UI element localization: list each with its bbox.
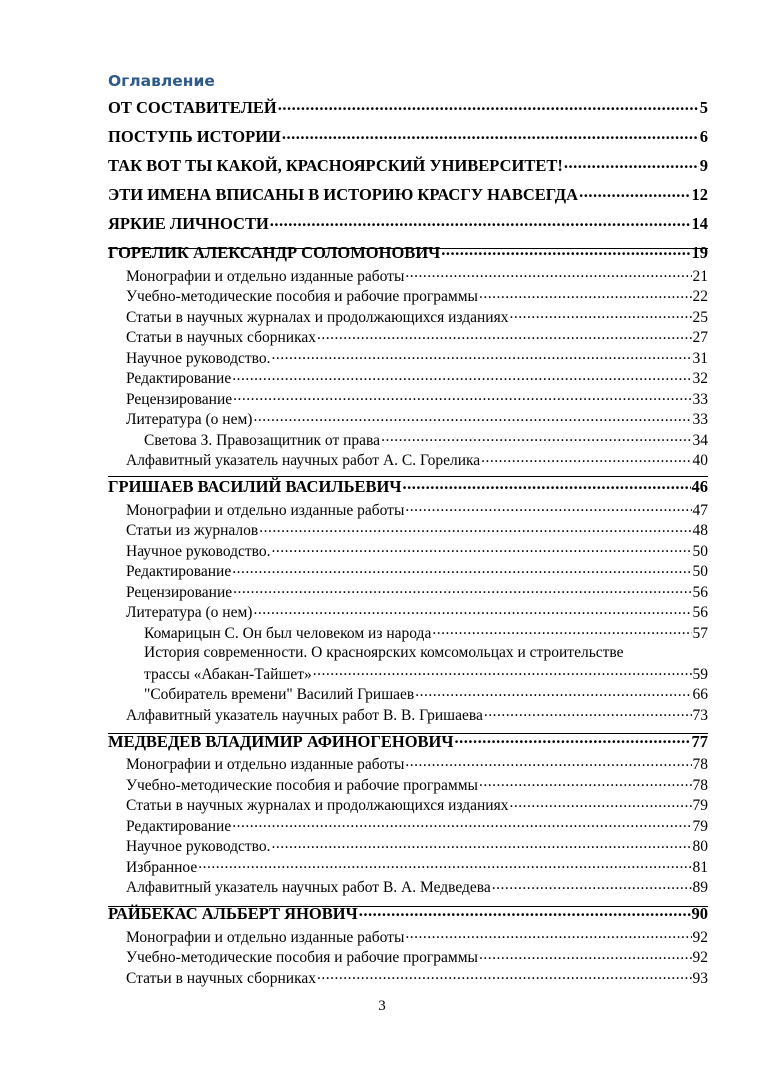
dot-leader [259, 520, 691, 536]
toc-entry[interactable] [108, 450, 708, 471]
toc-entry[interactable] [108, 327, 708, 348]
toc-entry[interactable] [108, 286, 708, 307]
section-divider [108, 248, 708, 249]
toc-entry[interactable] [108, 836, 708, 857]
toc-entry-page: 50 [692, 542, 708, 560]
toc-entry-label: Рецензирование [126, 390, 233, 408]
dot-leader [481, 450, 691, 466]
toc-entry[interactable] [108, 429, 708, 450]
toc-entry[interactable] [108, 409, 708, 430]
dot-leader [253, 602, 691, 618]
toc-entry-page: 12 [691, 185, 708, 204]
toc-entry[interactable] [108, 125, 708, 149]
toc-entry-label: Учебно-методические пособия и рабочие программы [126, 776, 478, 794]
toc-entry-wrapped-line[interactable] [108, 643, 708, 664]
toc-entry-page: 59 [692, 665, 708, 683]
toc-entry-page: 5 [699, 98, 708, 117]
toc-entry-label: Монографии и отдельно изданные работы [126, 928, 405, 946]
toc-entry-label: Редактирование [126, 370, 232, 387]
toc-section-grishaev[interactable] [108, 475, 708, 499]
dot-leader [509, 306, 691, 322]
toc-entry-page: 81 [692, 858, 708, 876]
toc-entry-page: 73 [692, 706, 708, 724]
toc-entry[interactable] [108, 795, 708, 816]
toc-entry[interactable] [108, 967, 708, 988]
toc-entry-label: Литература (о нем) [126, 411, 253, 428]
toc-entry-page: 77 [691, 731, 708, 751]
toc-entry[interactable] [108, 704, 708, 725]
toc-entry-label: Статьи в научных сборниках [126, 969, 317, 987]
toc-entry-label: Алфавитный указатель научных работ В. В. Гришаева [126, 706, 483, 724]
dot-leader [509, 795, 691, 811]
toc-entry-label: ГРИШАЕВ ВАСИЛИЙ ВАСИЛЬЕВИЧ [108, 477, 402, 496]
toc-entry[interactable] [108, 306, 708, 327]
dot-leader [253, 409, 691, 425]
dot-leader [405, 926, 691, 942]
toc-entry-label: Научное руководство. [126, 542, 271, 560]
dot-leader [484, 704, 692, 720]
table-of-contents [108, 96, 708, 988]
toc-entry-label: Научное руководство. [126, 349, 271, 367]
toc-entry-page: 31 [692, 349, 708, 367]
section-divider [108, 906, 708, 907]
dot-leader [317, 967, 691, 983]
dot-leader [432, 622, 691, 638]
toc-entry[interactable] [108, 926, 708, 947]
toc-entry-page: 33 [692, 390, 708, 408]
toc-entry-page: 57 [692, 624, 708, 642]
toc-entry[interactable] [108, 368, 708, 389]
dot-leader [405, 754, 691, 770]
dot-leader [317, 327, 691, 343]
dot-leader [492, 877, 692, 893]
toc-entry[interactable] [108, 774, 708, 795]
toc-entry[interactable] [108, 154, 708, 178]
toc-entry-label: ОТ СОСТАВИТЕЛЕЙ [108, 98, 277, 117]
dot-leader [479, 947, 692, 963]
toc-entry-page: 21 [692, 267, 708, 285]
toc-entry-page: 46 [691, 477, 708, 496]
dot-leader [278, 97, 699, 114]
dot-leader [232, 368, 691, 384]
toc-entry-label: Статьи в научных сборниках [126, 329, 317, 346]
dot-leader [282, 126, 699, 143]
toc-entry[interactable] [108, 754, 708, 775]
toc-entry-label: Учебно-методические пособия и рабочие программы [126, 949, 478, 966]
toc-heading: Оглавление [108, 72, 215, 90]
toc-entry-label: РАЙБЕКАС АЛЬБЕРТ ЯНОВИЧ [108, 904, 358, 923]
toc-entry-page: 33 [692, 411, 708, 428]
toc-entry[interactable] [108, 388, 708, 409]
dot-leader [272, 540, 692, 556]
toc-entry-page: 89 [692, 879, 708, 896]
toc-entry[interactable] [108, 947, 708, 968]
toc-entry-page: 48 [692, 522, 708, 539]
toc-entry-label: ПОСТУПЬ ИСТОРИИ [108, 127, 281, 146]
toc-entry-label: ЭТИ ИМЕНА ВПИСАНЫ В ИСТОРИЮ КРАСГУ НАВСЕГДА [108, 185, 579, 204]
toc-entry-label: Статьи из журналов [126, 522, 259, 539]
dot-leader [232, 561, 691, 577]
toc-entry-label: Литература (о нем) [126, 604, 253, 621]
toc-entry[interactable] [108, 663, 708, 684]
dot-leader [405, 265, 691, 281]
toc-entry-page: 78 [692, 776, 708, 794]
toc-entry-page: 40 [692, 452, 708, 469]
dot-leader [479, 286, 692, 302]
toc-entry-page: 22 [692, 288, 708, 305]
toc-entry-page: 66 [692, 686, 708, 703]
dot-leader [233, 581, 691, 597]
toc-entry-label: Комарицын С. Он был человеком из народа [144, 624, 432, 642]
toc-entry-label: Алфавитный указатель научных работ А. С. Горелика [126, 452, 481, 469]
toc-entry-label: Учебно-методические пособия и рабочие программы [126, 288, 478, 305]
dot-leader [198, 856, 691, 872]
toc-entry-label: Монографии и отдельно изданные работы [126, 756, 405, 773]
dot-leader [564, 155, 699, 172]
toc-entry[interactable] [108, 540, 708, 561]
toc-entry[interactable] [108, 581, 708, 602]
toc-entry-label: Научное руководство. [126, 838, 271, 855]
toc-entry-page: 50 [692, 563, 708, 580]
toc-entry-label: Монографии и отдельно изданные работы [126, 267, 405, 285]
toc-entry-page: 32 [692, 370, 708, 387]
toc-entry-page: 80 [692, 838, 708, 855]
toc-entry-page: 92 [692, 928, 708, 946]
toc-entry-page: 25 [692, 308, 708, 326]
toc-entry-label: Редактирование [126, 563, 232, 580]
dot-leader [479, 774, 692, 790]
dot-leader [441, 242, 690, 259]
toc-entry[interactable] [108, 856, 708, 877]
section-divider [108, 733, 708, 734]
toc-entry[interactable] [108, 212, 708, 236]
toc-entry-page: 56 [692, 604, 708, 621]
dot-leader [405, 499, 691, 515]
dot-leader [232, 815, 691, 831]
toc-entry-label: Монографии и отдельно изданные работы [126, 501, 405, 519]
toc-entry[interactable] [108, 877, 708, 898]
dot-leader [579, 184, 690, 201]
toc-entry[interactable] [108, 96, 708, 120]
toc-entry[interactable] [108, 815, 708, 836]
toc-entry-page: 34 [692, 431, 708, 449]
dot-leader [313, 663, 692, 679]
toc-entry-label: Статьи в научных журналах и продолжающихся изданиях [126, 797, 509, 814]
dot-leader [381, 429, 691, 445]
toc-entry-label: трассы «Абакан-Тайшет» [144, 665, 312, 683]
dot-leader [233, 388, 691, 404]
toc-entry[interactable] [108, 622, 708, 643]
toc-entry[interactable] [108, 684, 708, 705]
section-divider [108, 476, 708, 477]
toc-entry-page: 79 [692, 817, 708, 835]
toc-entry-page: 56 [692, 583, 708, 601]
toc-entry-label: ТАК ВОТ ТЫ КАКОЙ, КРАСНОЯРСКИЙ УНИВЕРСИТЕТ! [108, 156, 563, 175]
toc-entry-page: 9 [699, 156, 708, 175]
toc-entry-page: 6 [699, 127, 708, 146]
dot-leader [270, 213, 691, 230]
toc-entry[interactable] [108, 520, 708, 541]
toc-section-gorelik[interactable] [108, 241, 708, 265]
dot-leader [272, 836, 692, 852]
toc-entry-page: 47 [692, 501, 708, 519]
toc-entry-page: 79 [692, 797, 708, 814]
toc-entry-label: Статьи в научных журналах и продолжающихся изданиях [126, 308, 509, 326]
toc-entry-label: Светова З. Правозащитник от права [144, 431, 381, 449]
toc-entry[interactable] [108, 183, 708, 207]
toc-entry-label: МЕДВЕДЕВ ВЛАДИМИР АФИНОГЕНОВИЧ [108, 731, 454, 751]
toc-entry[interactable] [108, 347, 708, 368]
toc-entry-page: 27 [692, 329, 708, 346]
toc-entry-label: ГОРЕЛИК АЛЕКСАНДР СОЛОМОНОВИЧ [108, 243, 441, 262]
toc-entry[interactable] [108, 561, 708, 582]
toc-entry-label: ЯРКИЕ ЛИЧНОСТИ [108, 214, 269, 233]
toc-entry-page: 90 [691, 904, 708, 923]
toc-entry-page: 14 [691, 214, 708, 233]
toc-entry[interactable] [108, 602, 708, 623]
toc-entry-page: 93 [692, 969, 708, 987]
dot-leader [402, 476, 690, 493]
page-number: 3 [378, 998, 386, 1014]
toc-entry-page: 78 [692, 756, 708, 773]
toc-entry-label: Редактирование [126, 817, 232, 835]
toc-entry-page: 19 [691, 243, 708, 262]
dot-leader [415, 684, 691, 700]
toc-entry[interactable] [108, 265, 708, 286]
toc-entry-label-line1: История современности. О красноярских комсомольцах и строительстве [144, 643, 624, 661]
toc-entry-label: Избранное [126, 858, 198, 876]
toc-entry-label: "Собиратель времени" Василий Гришаев [144, 686, 415, 703]
toc-entry-page: 92 [692, 949, 708, 966]
toc-entry[interactable] [108, 499, 708, 520]
toc-entry-label: Алфавитный указатель научных работ В. А. Медведева [126, 879, 491, 896]
dot-leader [359, 903, 691, 920]
toc-entry-label: Рецензирование [126, 583, 233, 601]
dot-leader [272, 347, 692, 363]
